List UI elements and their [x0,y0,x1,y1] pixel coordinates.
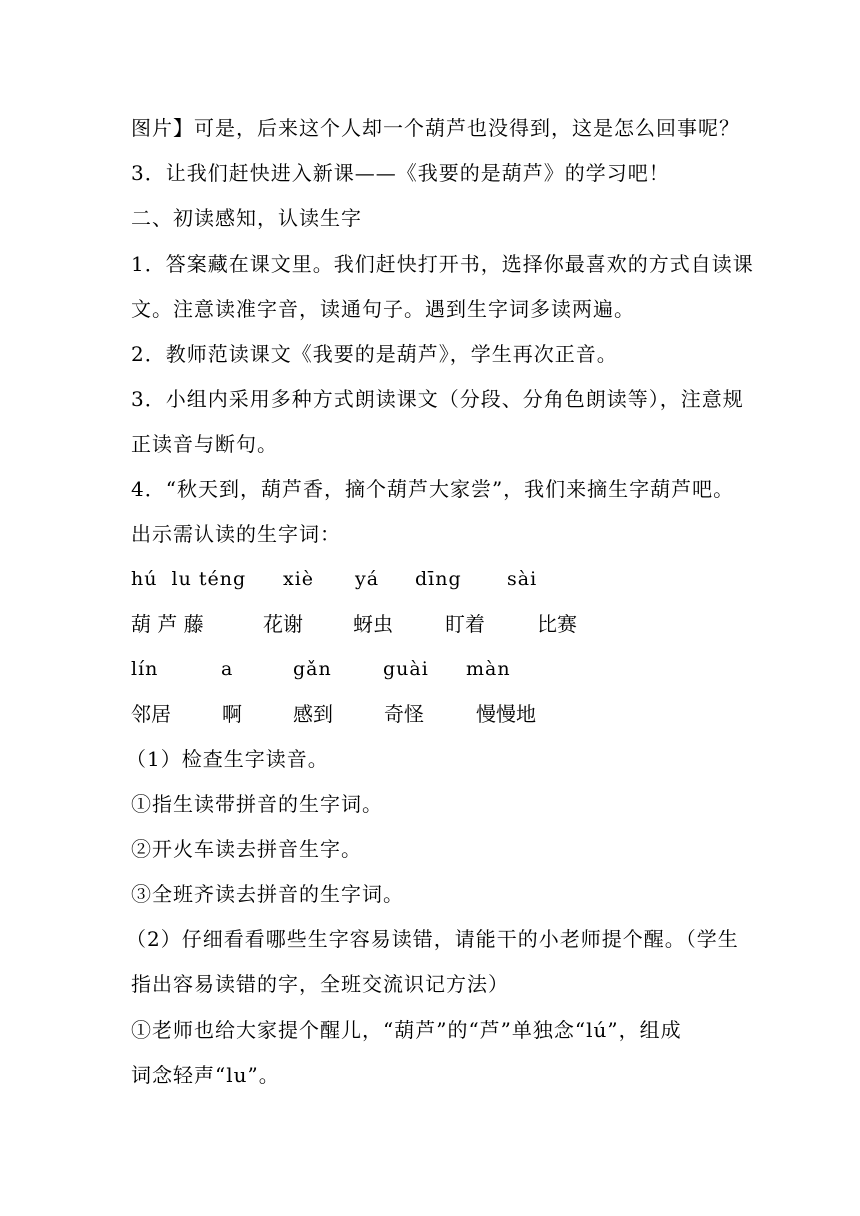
word-item: 奇怪 [384,702,424,726]
word-row [0,612,860,636]
word-item: 邻居 [131,702,171,726]
word-item: 慢慢地 [476,702,536,726]
word-item: 比赛 [537,612,577,636]
pinyin-item: lín [131,658,159,680]
text-line: 4．“秋天到，葫芦香，摘个葫芦大家尝”，我们来摘生字葫芦吧。 [131,477,735,501]
pinyin-item: dīng [415,568,462,590]
pinyin-item: yá [355,568,380,590]
pinyin-item: guài [383,658,429,680]
word-item: 蚜虫 [353,612,393,636]
word-item: 感到 [293,702,333,726]
text-line: 2．教师范读课文《我要的是葫芦》，学生再次正音。 [131,342,618,366]
text-line: 出示需认读的生字词： [131,522,341,546]
pinyin-item: gǎn [293,658,332,680]
word-item: 啊 [222,702,242,726]
pinyin-item: màn [466,658,511,680]
word-item: 葫 芦 藤 [131,612,204,636]
pinyin-item: sài [507,568,538,590]
text-line: 图片】可是，后来这个人却一个葫芦也没得到，这是怎么回事呢？ [131,116,740,140]
pinyin-item: xiè [283,568,315,590]
text-line: （1）检查生字读音。 [126,747,329,771]
text-line: 文。注意读准字音，读通句子。遇到生字词多读两遍。 [131,297,635,321]
text-line: ①老师也给大家提个醒儿，“葫芦”的“芦”单独念“lú”，组成 [131,1018,682,1042]
text-line: 正读音与断句。 [131,432,278,456]
text-line: ①指生读带拼音的生字词。 [131,792,383,816]
text-line: 3．小组内采用多种方式朗读课文（分段、分角色朗读等），注意规 [131,387,744,411]
word-item: 盯着 [445,612,485,636]
text-line: 词念轻声“lu”。 [131,1063,280,1087]
pinyin-row [0,567,860,591]
text-line: 1．答案藏在课文里。我们赶快打开书，选择你最喜欢的方式自读课 [131,252,754,276]
pinyin-item: hú lu téng [131,568,247,590]
word-item: 花谢 [263,612,303,636]
text-line: ②开火车读去拼音生字。 [131,837,362,861]
pinyin-item: a [221,658,234,680]
text-line: （2）仔细看看哪些生字容易读错，请能干的小老师提个醒。（学生 [126,927,739,951]
word-row [0,702,860,726]
section-heading: 二、初读感知，认读生字 [131,206,362,230]
pinyin-row [0,657,860,681]
text-line: ③全班齐读去拼音的生字词。 [131,882,404,906]
text-line: 3．让我们赶快进入新课——《我要的是葫芦》的学习吧！ [131,161,670,185]
text-line: 指出容易读错的字，全班交流识记方法） [131,972,509,996]
